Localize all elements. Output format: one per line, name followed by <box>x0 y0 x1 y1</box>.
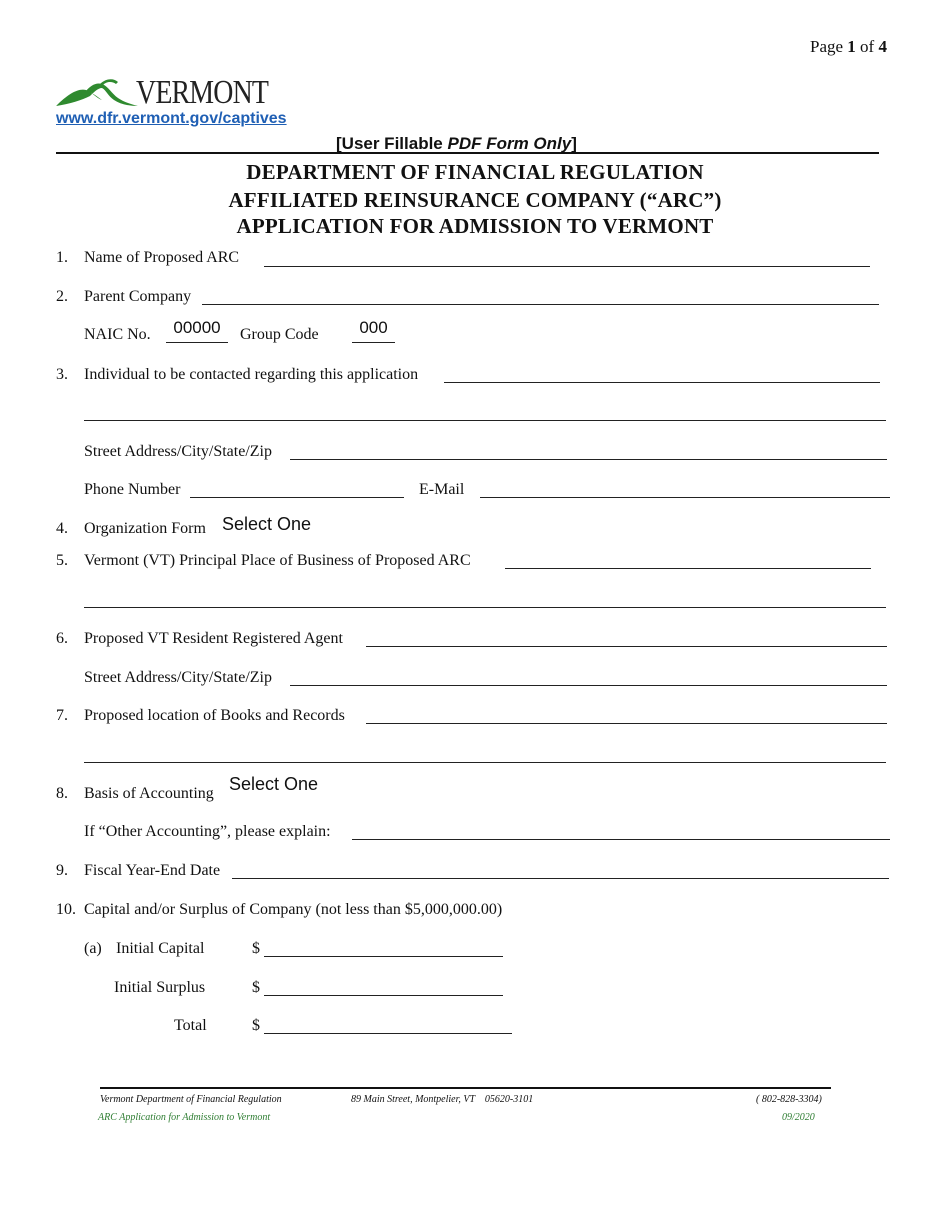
q2-number: 2. <box>56 288 68 305</box>
q6-label: Proposed VT Resident Registered Agent <box>84 630 343 647</box>
q9-label: Fiscal Year-End Date <box>84 862 221 879</box>
a-marker: (a) <box>84 940 102 957</box>
basis-of-accounting-select[interactable]: Select One <box>229 774 319 794</box>
q6-registered-agent-field[interactable] <box>366 646 887 647</box>
q9-number: 9. <box>56 862 68 879</box>
q8-number: 8. <box>56 785 68 802</box>
page-total: 4 <box>878 37 887 56</box>
fillable-notice <box>336 134 577 154</box>
website-link[interactable]: www.dfr.vermont.gov/captives <box>56 110 287 127</box>
group-code-label: Group Code <box>240 326 319 343</box>
q5-place-of-business-field-line-2[interactable] <box>84 607 886 608</box>
footer-form-name: ARC Application for Admission to Vermont <box>98 1112 271 1123</box>
q1-number: 1. <box>56 249 68 266</box>
page-current: 1 <box>847 37 856 56</box>
other-accounting-label: If “Other Accounting”, please explain: <box>84 823 331 840</box>
q8-label: Basis of Accounting <box>84 785 214 802</box>
fillable-close: ] <box>571 134 577 153</box>
q5-place-of-business-field[interactable] <box>505 568 871 569</box>
logo-text: VERMONT <box>136 74 269 111</box>
footer-rule <box>100 1087 831 1089</box>
q10-number: 10. <box>56 901 76 918</box>
title-line-3: APPLICATION FOR ADMISSION TO VERMONT <box>236 214 714 238</box>
initial-surplus-label: Initial Surplus <box>114 979 206 996</box>
phone-label: Phone Number <box>84 481 181 498</box>
q1-arc-name-field[interactable] <box>264 266 870 267</box>
fiscal-year-end-field[interactable] <box>232 878 889 879</box>
naic-number-field[interactable]: 00000 <box>173 318 221 337</box>
total-label: Total <box>174 1017 207 1034</box>
page-of: of <box>860 37 875 56</box>
total-dollar: $ <box>252 1017 260 1034</box>
q3-label: Individual to be contacted regarding this application <box>84 366 419 383</box>
q5-number: 5. <box>56 552 68 569</box>
footer-dept: Vermont Department of Financial Regulation <box>100 1094 282 1105</box>
initial-capital-label: Initial Capital <box>116 940 205 957</box>
group-code-underline <box>352 342 395 343</box>
q2-parent-company-field[interactable] <box>202 304 879 305</box>
footer-phone: ( 802-828-3304) <box>756 1094 822 1105</box>
organization-form-select[interactable]: Select One <box>222 514 312 534</box>
email-field[interactable] <box>480 497 890 498</box>
q6-address-field[interactable] <box>290 685 887 686</box>
q3-address-field[interactable] <box>290 459 887 460</box>
q7-books-location-field[interactable] <box>366 723 887 724</box>
footer-address: 89 Main Street, Montpelier, VT 05620-3101 <box>351 1094 534 1105</box>
q4-number: 4. <box>56 520 68 537</box>
q6-address-label: Street Address/City/State/Zip <box>84 669 272 686</box>
page-prefix: Page <box>810 37 844 56</box>
title-line-2: AFFILIATED REINSURANCE COMPANY (“ARC”) <box>228 188 722 212</box>
q1-label: Name of Proposed ARC <box>84 249 240 266</box>
mountain-logo-icon <box>56 76 138 110</box>
group-code-field[interactable]: 000 <box>359 318 388 337</box>
vermont-logo <box>56 76 296 112</box>
q4-label: Organization Form <box>84 520 206 537</box>
q6-number: 6. <box>56 630 68 647</box>
q3-address-label: Street Address/City/State/Zip <box>84 443 272 460</box>
total-field[interactable] <box>264 1033 512 1034</box>
initial-capital-dollar: $ <box>252 940 260 957</box>
footer-date: 09/2020 <box>782 1112 815 1123</box>
q10-label: Capital and/or Surplus of Company (not less than $5,000,000.00) <box>84 901 503 918</box>
naic-label: NAIC No. <box>84 326 151 343</box>
initial-capital-field[interactable] <box>264 956 503 957</box>
title-line-1: DEPARTMENT OF FINANCIAL REGULATION <box>246 160 704 184</box>
fillable-open: [User Fillable <box>336 134 448 153</box>
q5-label: Vermont (VT) Principal Place of Business of Proposed ARC <box>84 552 471 569</box>
initial-surplus-dollar: $ <box>252 979 260 996</box>
email-label: E-Mail <box>419 481 465 498</box>
page-number <box>810 37 887 57</box>
q7-books-location-field-line-2[interactable] <box>84 762 886 763</box>
q7-number: 7. <box>56 707 68 724</box>
q3-contact-field[interactable] <box>444 382 880 383</box>
q7-label: Proposed location of Books and Records <box>84 707 345 724</box>
initial-surplus-field[interactable] <box>264 995 503 996</box>
phone-field[interactable] <box>190 497 404 498</box>
naic-underline <box>166 342 228 343</box>
q3-number: 3. <box>56 366 68 383</box>
header-rule <box>56 152 879 154</box>
q3-contact-field-line-2[interactable] <box>84 420 886 421</box>
fillable-em: PDF Form Only <box>447 134 572 153</box>
q2-label: Parent Company <box>84 288 192 305</box>
other-accounting-field[interactable] <box>352 839 890 840</box>
